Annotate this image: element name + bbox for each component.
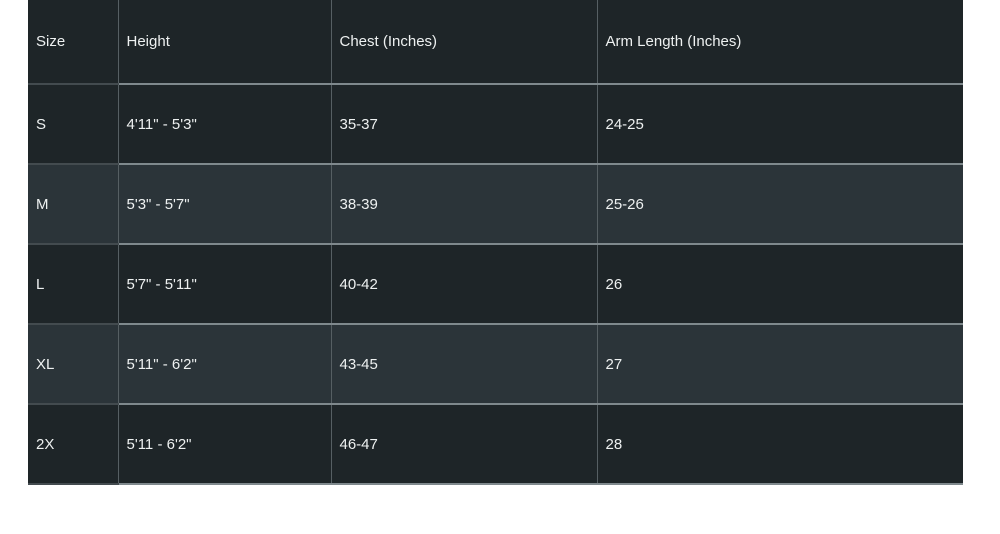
- table-row-l: [28, 244, 963, 324]
- cell-height: 5'7" - 5'11": [118, 244, 331, 324]
- cell-height: 5'3" - 5'7": [118, 164, 331, 244]
- cell-size: L: [28, 244, 118, 324]
- header-cell-chest: Chest (Inches): [331, 0, 597, 84]
- table-row-s: [28, 84, 963, 164]
- table-row-m: [28, 164, 963, 244]
- cell-arm-length: 26: [597, 244, 963, 324]
- size-chart-table: [28, 0, 963, 485]
- cell-height: 4'11" - 5'3": [118, 84, 331, 164]
- header-row: [28, 0, 963, 84]
- cell-chest: 40-42: [331, 244, 597, 324]
- cell-chest: 46-47: [331, 404, 597, 484]
- table-row-xl: [28, 324, 963, 404]
- cell-chest: 35-37: [331, 84, 597, 164]
- header-cell-arm-length: Arm Length (Inches): [597, 0, 963, 84]
- cell-size: S: [28, 84, 118, 164]
- cell-height: 5'11" - 6'2": [118, 324, 331, 404]
- header-cell-size: Size: [28, 0, 118, 84]
- cell-chest: 43-45: [331, 324, 597, 404]
- header-cell-height: Height: [118, 0, 331, 84]
- cell-size: XL: [28, 324, 118, 404]
- cell-height: 5'11 - 6'2": [118, 404, 331, 484]
- cell-arm-length: 25-26: [597, 164, 963, 244]
- cell-arm-length: 27: [597, 324, 963, 404]
- cell-size: 2X: [28, 404, 118, 484]
- cell-chest: 38-39: [331, 164, 597, 244]
- cell-size: M: [28, 164, 118, 244]
- table-row-2x: [28, 404, 963, 484]
- cell-arm-length: 28: [597, 404, 963, 484]
- cell-arm-length: 24-25: [597, 84, 963, 164]
